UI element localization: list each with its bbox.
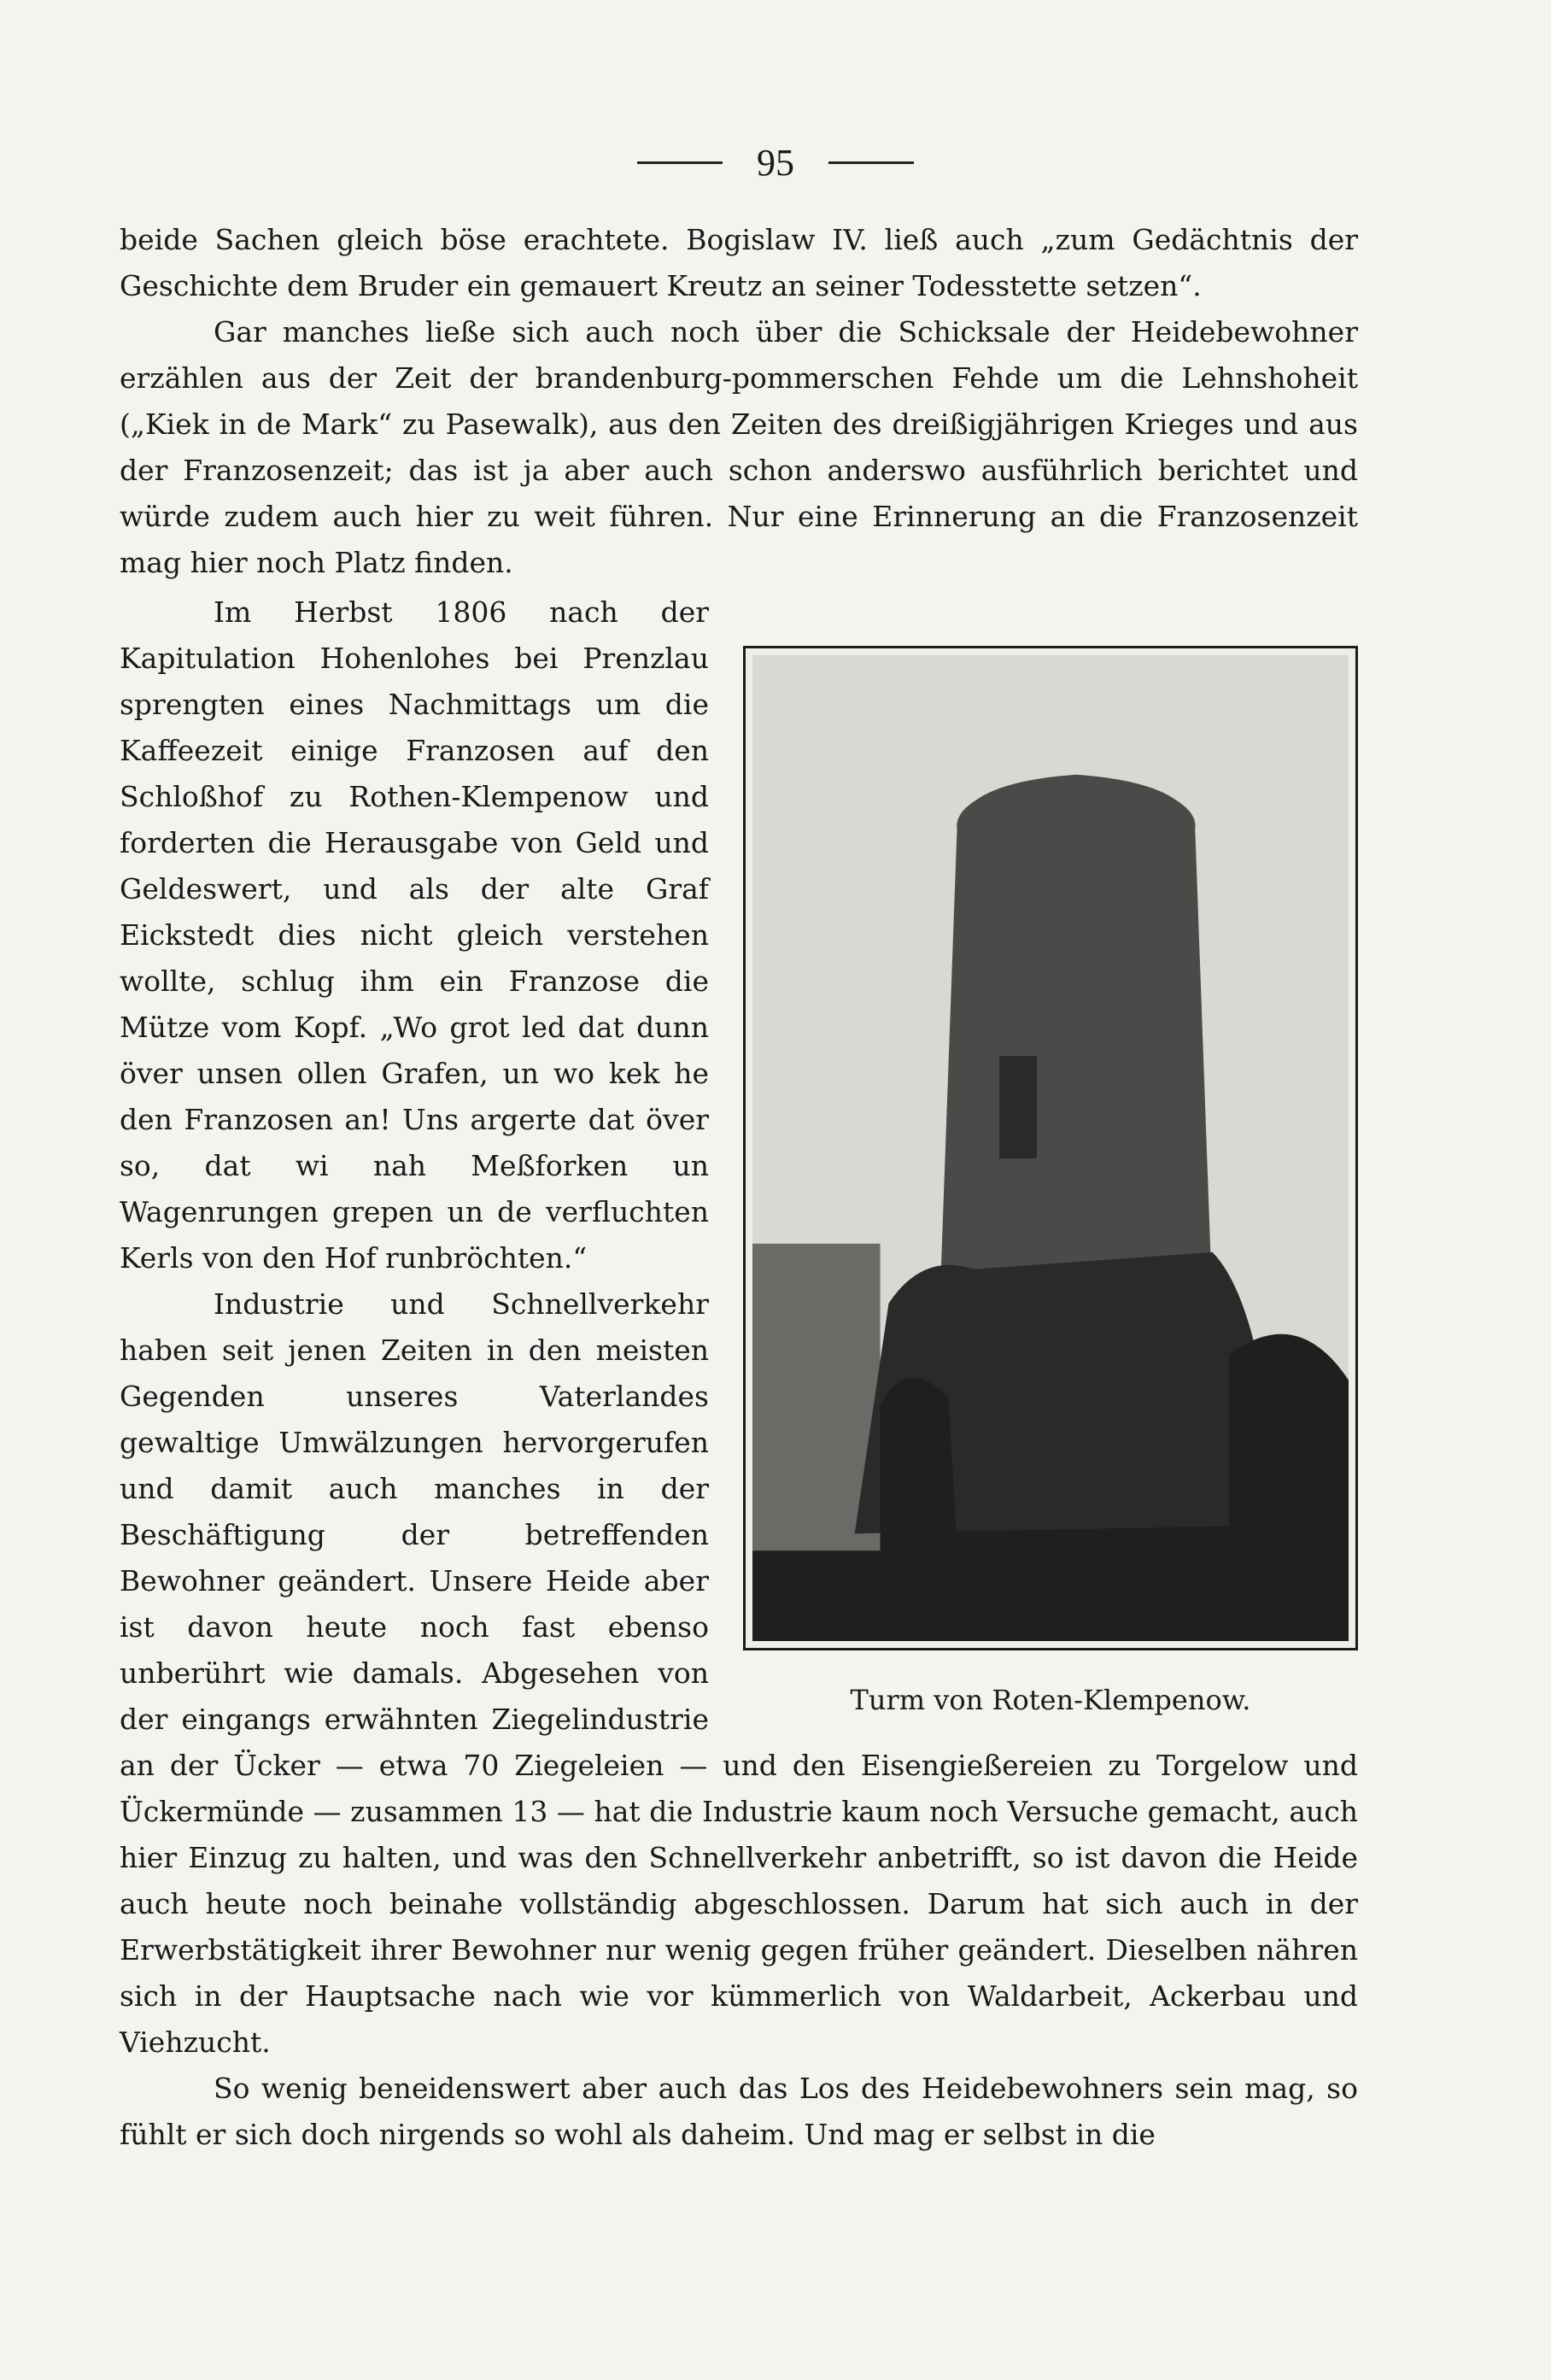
figure-frame: [743, 646, 1358, 1650]
page-number: 95: [757, 141, 794, 184]
page-header: [0, 128, 1551, 196]
figure-caption: Turm von Roten-Klempenow.: [850, 1684, 1251, 1716]
paragraph: beide Sachen gleich böse erachtete. Bogislaw IV. ließ auch „zum Gedächtnis der Geschichte dem Bruder ein gemauert Kreutz an seiner Todesstette setzen“.: [120, 223, 1358, 302]
paragraph: Im Herbst 1806 nach der Kapitulation Hohenlohes bei Prenzlau sprengten eines Nachmittags um die Kaffeezeit einige Franzosen auf den Schloßhof zu Rothen-Klempenow und forderten die Herausgabe von Geld und Geldeswert, und als der alte Graf Eickstedt dies nicht gleich verstehen wollte, schlug ihm ein Franzose die Mütze vom Kopf. „Wo grot led dat dunn över unsen ollen Grafen, un wo kek he den Franzosen an! Uns argerte dat över so, dat wi nah Meßforken un Wagenrungen grepen un de verfluchten Kerls von den Hof runbröchten.“: [120, 595, 709, 1275]
paragraph: Gar manches ließe sich auch noch über die Schicksale der Heidebewohner erzählen aus der Zeit der brandenburg-pommerschen Fehde um die Lehnshoheit („Kiek in de Mark“ zu Pasewalk), aus den Zeiten des dreißigjährigen Krieges und aus der Franzosenzeit; das ist ja aber auch schon anderswo ausführlich berichtet und würde zudem auch hier zu weit führen. Nur eine Erinnerung an die Franzosenzeit mag hier noch Platz finden.: [120, 315, 1358, 579]
paragraph: So wenig beneidenswert aber auch das Los des Heidebewohners sein mag, so fühlt er sich doch nirgends so wohl als daheim. Und mag er selbst in die: [120, 2072, 1358, 2151]
text-block-with-figure: [120, 589, 1358, 2158]
tower-photo: [752, 655, 1349, 1641]
header-rule-right: [828, 161, 914, 164]
paragraph: Industrie und Schnellverkehr haben seit jenen Zeiten in den meisten Gegenden unseres Vaterlandes gewaltige Umwälzungen hervorgerufen und damit auch manches in der Beschäftigung der betreffenden Bewohner geändert. Unsere Heide aber ist davon heute noch fast ebenso unberührt wie damals. Abgesehen von der eingangs erwähnten Ziegelindustrie an der Ücker — etwa 70 Ziegeleien — und den Eisengießereien zu Torgelow und Ückermünde — zusammen 13 — hat die Industrie kaum noch Versuche gemacht, auch hier Einzug zu halten, und was den Schnellverkehr anbetrifft, so ist davon die Heide auch heute noch beinahe vollständig abgeschlossen. Darum hat sich auch in der Erwerbstätigkeit ihrer Bewohner nur wenig gegen früher geändert. Dieselben nähren sich in der Hauptsache nach wie vor kümmerlich von Waldarbeit, Ackerbau und Viehzucht.: [120, 1287, 1358, 2059]
text-block-top: [120, 217, 1358, 586]
header-rule-left: [637, 161, 723, 164]
figure: [743, 646, 1358, 1717]
